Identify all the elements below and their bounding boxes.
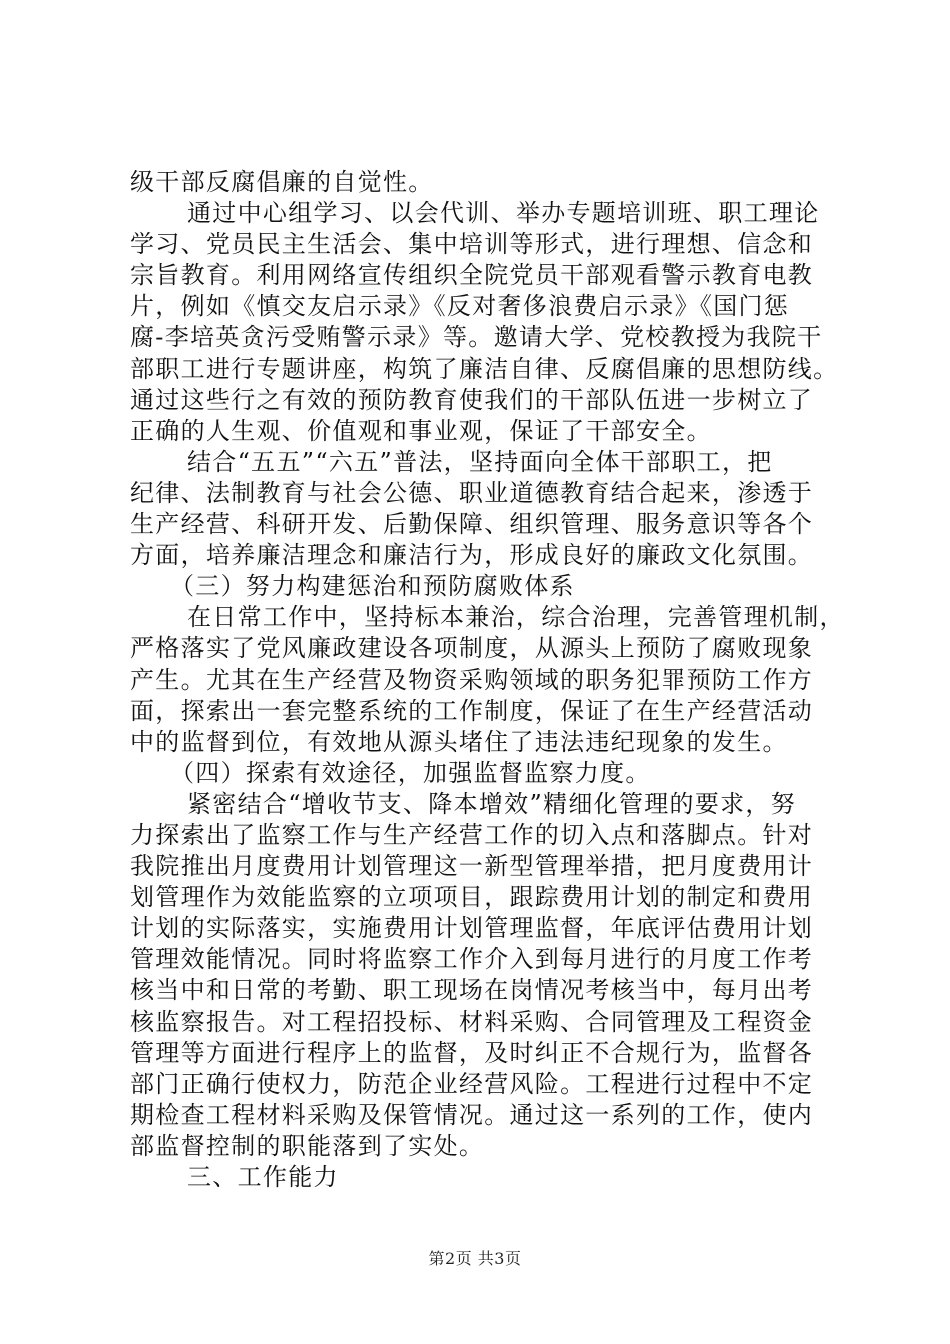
text-line: 通过这些行之有效的预防教育使我们的干部队伍进一步树立了 bbox=[130, 385, 814, 414]
text-line: 面，探索出一套完整系统的工作制度，保证了在生产经营活动 bbox=[130, 696, 814, 725]
text-line: 中的监督到位，有效地从源头堵住了违法违纪现象的发生。 bbox=[130, 727, 788, 756]
text-line: 计划的实际落实，实施费用计划管理监督，年底评估费用计划 bbox=[130, 914, 814, 943]
page-number: 第2页 共3页 bbox=[428, 1249, 522, 1268]
text-line: 通过中心组学习、以会代训、举办专题培训班、职工理论 bbox=[187, 199, 820, 228]
text-line: 产生。尤其在生产经营及物资采购领域的职务犯罪预防工作方 bbox=[130, 665, 814, 694]
text-line: 部监督控制的职能落到了实处。 bbox=[130, 1131, 485, 1160]
text-line: 部门正确行使权力，防范企业经营风险。工程进行过程中不定 bbox=[130, 1069, 814, 1098]
section-heading: （四）探索有效途径，加强监督监察力度。 bbox=[170, 758, 651, 787]
text-line: 核当中和日常的考勤、职工现场在岗情况考核当中，每月出考 bbox=[130, 976, 814, 1005]
section-heading: （三）努力构建惩治和预防腐败体系 bbox=[170, 572, 575, 601]
text-line: 核监察报告。对工程招投标、材料采购、合同管理及工程资金 bbox=[130, 1007, 814, 1036]
text-line: 力探索出了监察工作与生产经营工作的切入点和落脚点。针对 bbox=[130, 820, 814, 849]
text-line: 宗旨教育。利用网络宣传组织全院党员干部观看警示教育电教 bbox=[130, 261, 814, 290]
text-line: 纪律、法制教育与社会公德、职业道德教育结合起来，渗透于 bbox=[130, 478, 814, 507]
text-line: 管理效能情况。同时将监察工作介入到每月进行的月度工作考 bbox=[130, 945, 814, 974]
document-body bbox=[130, 167, 845, 1193]
text-line: 生产经营、科研开发、后勤保障、组织管理、服务意识等各个 bbox=[130, 510, 814, 539]
text-line: 在日常工作中，坚持标本兼治，综合治理，完善管理机制， bbox=[187, 603, 845, 632]
text-line: 级干部反腐倡廉的自觉性。 bbox=[130, 168, 434, 196]
text-line: 部职工进行专题讲座，构筑了廉洁自律、反腐倡廉的思想防线。 bbox=[130, 354, 839, 383]
text-line: 正确的人生观、价值观和事业观，保证了干部安全。 bbox=[130, 416, 712, 445]
text-line: 结合“五五”“六五”普法，坚持面向全体干部职工，把 bbox=[187, 447, 773, 476]
text-line: 方面，培养廉洁理念和廉洁行为，形成良好的廉政文化氛围。 bbox=[130, 541, 814, 570]
text-line: 腐-李培英贪污受贿警示录》等。邀请大学、党校教授为我院干 bbox=[130, 323, 823, 352]
text-line: 期检查工程材料采购及保管情况。通过这一系列的工作，使内 bbox=[130, 1100, 814, 1129]
text-line: 划管理作为效能监察的立项项目，跟踪费用计划的制定和费用 bbox=[130, 883, 814, 912]
text-line: 片，例如《慎交友启示录》《反对奢侈浪费启示录》《国门惩 bbox=[130, 292, 790, 321]
text-line: 严格落实了党风廉政建设各项制度，从源头上预防了腐败现象 bbox=[130, 634, 814, 663]
text-line: 管理等方面进行程序上的监督，及时纠正不合规行为，监督各 bbox=[130, 1038, 814, 1067]
text-line: 学习、党员民主生活会、集中培训等形式，进行理想、信念和 bbox=[130, 230, 814, 259]
text-line: 三、工作能力 bbox=[187, 1163, 339, 1191]
text-line: 紧密结合“增收节支、降本增效”精细化管理的要求，努 bbox=[187, 789, 797, 818]
text-line: 我院推出月度费用计划管理这一新型管理举措，把月度费用计 bbox=[130, 852, 814, 881]
